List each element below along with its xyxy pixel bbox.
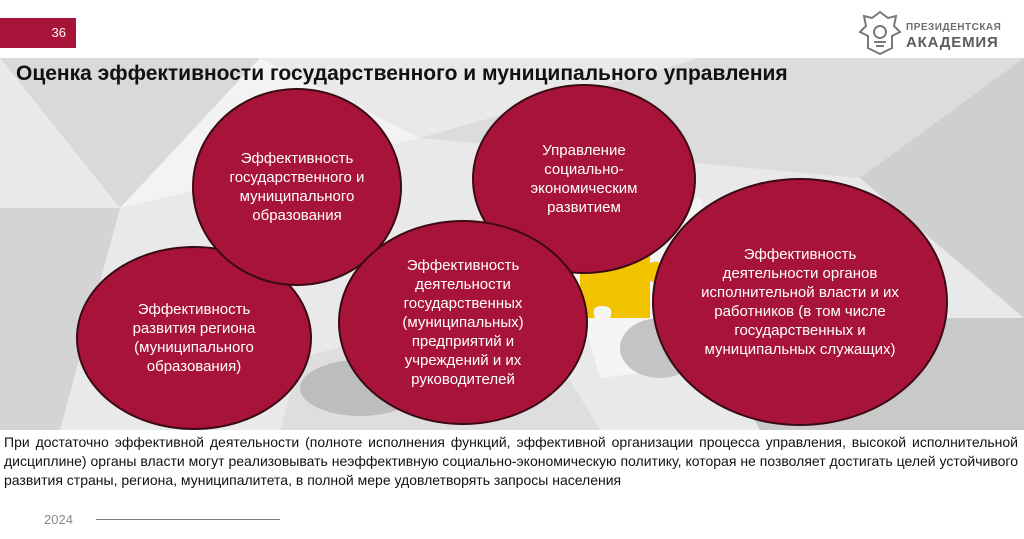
page-title: Оценка эффективности государственного и муниципального управления bbox=[16, 62, 788, 85]
circle-label: Эффективность деятельности государственных (муниципальных) предприятий и учреждений и их руководителей bbox=[402, 257, 524, 388]
circle-label: Эффективность государственного и муниципального образования bbox=[229, 150, 365, 224]
circle-enterprises-efficiency bbox=[338, 220, 588, 425]
circle-executive-bodies-efficiency bbox=[652, 178, 948, 426]
logo-text-bottom: АКАДЕМИЯ bbox=[906, 34, 999, 51]
logo-text-top: ПРЕЗИДЕНТСКАЯ bbox=[906, 22, 1002, 33]
circle-label: Эффективность деятельности органов исполнительной власти и их работников (в том числе государственных и муниципальных служащих) bbox=[701, 246, 899, 358]
eagle-emblem-icon bbox=[858, 8, 902, 58]
slide-number-box bbox=[0, 18, 76, 48]
note-paragraph: При достаточно эффективной деятельности (полноте исполнения функций, эффективной организации процесса управления, высокой исполнительной дисциплине) органы власти могут реализовывать неэффективную социально-экономическую политику, которая не позволяет достигать целей устойчивого развития страны, региона, муниципалитета, в полной мере удовлетворять запросы населения bbox=[4, 434, 1018, 488]
academy-logo bbox=[858, 8, 1002, 58]
footer-year: 2024 bbox=[44, 512, 73, 527]
footer-divider bbox=[96, 519, 280, 520]
slide-number: 36 bbox=[51, 25, 66, 40]
circle-label: Эффективность развития региона (муниципального образования) bbox=[132, 301, 256, 375]
circle-label: Управление социально-экономическим развитием bbox=[530, 142, 638, 216]
